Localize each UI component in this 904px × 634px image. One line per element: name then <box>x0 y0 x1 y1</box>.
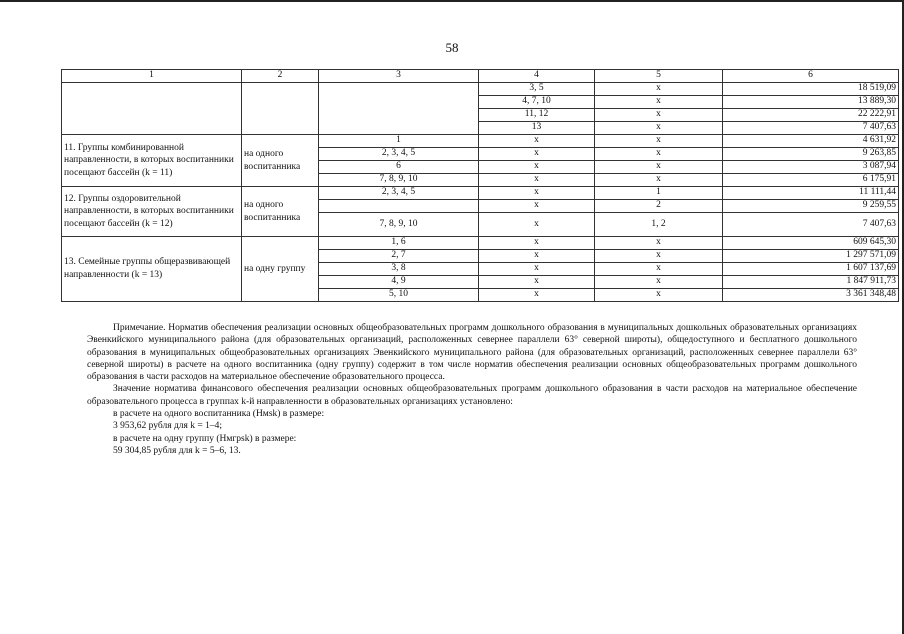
table-cell: 3, 5 <box>479 83 595 96</box>
table-cell: 3 087,94 <box>723 161 899 174</box>
table-cell: 609 645,30 <box>723 237 899 250</box>
table-row <box>62 187 899 200</box>
table-cell: x <box>595 276 723 289</box>
table-cell: 11, 12 <box>479 109 595 122</box>
table-cell: 1, 6 <box>319 237 479 250</box>
table-cell: x <box>479 148 595 161</box>
table-cell: x <box>595 135 723 148</box>
table-cell <box>319 200 479 213</box>
header-cell: 1 <box>62 70 242 83</box>
table-cell: x <box>595 237 723 250</box>
table-cell: 11 111,44 <box>723 187 899 200</box>
note-paragraph: Примечание. Норматив обеспечения реализации основных общеобразовательных программ дошкольного образования в муниципальных дошкольных образовательных организациях Эвенкийского муниципального района (для образовательных организаций, расположенных севернее параллели 63° северной широты), общедоступного и бесплатного дошкольного образования в муниципальных общеобразовательных организациях Эвенкийского муниципального района (для образовательных организаций, расположенных севернее параллели 63° северной широты) в расчете на одного воспитанника (одну группу) содержит в том числе норматив обеспечения реализации основных общеобразовательных программ дошкольного образования в части расходов на материальное обеспечение образовательного процесса. <box>87 323 857 383</box>
unit-cell: на одну группу <box>242 237 319 302</box>
table-cell: 4 631,92 <box>723 135 899 148</box>
table-cell: 7 407,63 <box>723 213 899 237</box>
table-cell: 6 175,91 <box>723 174 899 187</box>
table-cell: x <box>595 96 723 109</box>
table-cell: 1 <box>595 187 723 200</box>
table-cell: 6 <box>319 161 479 174</box>
table-cell: 7 407,63 <box>723 122 899 135</box>
table-cell: 2 <box>595 200 723 213</box>
page-number: 58 <box>445 40 459 55</box>
table-row <box>62 237 899 250</box>
note-paragraph: Значение норматива финансового обеспечения реализации основных общеобразовательных программ дошкольного образования в части расходов на материальное обеспечение образовательного процесса в группах k-й направленности в образовательных организациях установлено: <box>87 384 857 407</box>
table-cell: x <box>595 83 723 96</box>
table-cell: 7, 8, 9, 10 <box>319 174 479 187</box>
table-cell: 1 847 911,73 <box>723 276 899 289</box>
table-cell <box>242 83 319 135</box>
group-name-cell: 13. Семейные группы общеразвивающей направленности (k = 13) <box>62 237 242 302</box>
table-cell: x <box>479 161 595 174</box>
scan-border-top <box>0 0 904 2</box>
table-cell: x <box>479 174 595 187</box>
table-cell: x <box>595 174 723 187</box>
header-cell: 4 <box>479 70 595 83</box>
table-cell: x <box>595 148 723 161</box>
table-cell: 18 519,09 <box>723 83 899 96</box>
table-header-row <box>62 70 899 83</box>
table-cell: 2, 3, 4, 5 <box>319 187 479 200</box>
table-cell: x <box>479 276 595 289</box>
table-cell: x <box>479 289 595 302</box>
group-name-cell: 12. Группы оздоровительной направленности, в которых воспитанники посещают бассейн (k = 12) <box>62 187 242 237</box>
group-name-cell: 11. Группы комбинированной направленности, в которых воспитанники посещают бассейн (k = 11) <box>62 135 242 187</box>
table-cell: 1, 2 <box>595 213 723 237</box>
header-cell: 3 <box>319 70 479 83</box>
table-cell: 1 <box>319 135 479 148</box>
table-cell: 4, 9 <box>319 276 479 289</box>
note-line: 59 304,85 рубля для k = 5–6, 13. <box>113 445 241 456</box>
table-row <box>62 83 899 96</box>
table-cell: 2, 7 <box>319 250 479 263</box>
table-cell: x <box>479 187 595 200</box>
table-cell: x <box>595 109 723 122</box>
table-cell: 1 607 137,69 <box>723 263 899 276</box>
norms-table <box>61 69 899 302</box>
table-cell: 22 222,91 <box>723 109 899 122</box>
header-cell: 2 <box>242 70 319 83</box>
table-cell: x <box>595 263 723 276</box>
table-cell: 9 259,55 <box>723 200 899 213</box>
table-cell: x <box>595 250 723 263</box>
note-section <box>87 322 857 457</box>
table-cell: x <box>479 263 595 276</box>
table-cell: 3 361 348,48 <box>723 289 899 302</box>
table-cell <box>62 83 242 135</box>
table-cell: x <box>595 122 723 135</box>
unit-cell: на одного воспитанника <box>242 187 319 237</box>
table-cell: x <box>595 289 723 302</box>
header-cell: 5 <box>595 70 723 83</box>
table-cell: 13 889,30 <box>723 96 899 109</box>
header-cell: 6 <box>723 70 899 83</box>
table-cell: x <box>479 237 595 250</box>
table-cell <box>319 83 479 135</box>
table-cell: 4, 7, 10 <box>479 96 595 109</box>
table-cell: 7, 8, 9, 10 <box>319 213 479 237</box>
table-cell: x <box>479 213 595 237</box>
table-cell: 5, 10 <box>319 289 479 302</box>
table-cell: x <box>479 200 595 213</box>
note-line: 3 953,62 рубля для k = 1–4; <box>113 421 223 432</box>
table-cell: 13 <box>479 122 595 135</box>
note-line: в расчете на одного воспитанника (Нмsk) в размере: <box>113 409 325 420</box>
unit-cell: на одного воспитанника <box>242 135 319 187</box>
table-cell: 9 263,85 <box>723 148 899 161</box>
table-cell: x <box>595 161 723 174</box>
table-cell: x <box>479 250 595 263</box>
table-cell: x <box>479 135 595 148</box>
table-row <box>62 135 899 148</box>
table-cell: 3, 8 <box>319 263 479 276</box>
table-cell: 1 297 571,09 <box>723 250 899 263</box>
note-line: в расчете на одну группу (Нмгрsk) в размере: <box>113 433 297 444</box>
table-cell: 2, 3, 4, 5 <box>319 148 479 161</box>
